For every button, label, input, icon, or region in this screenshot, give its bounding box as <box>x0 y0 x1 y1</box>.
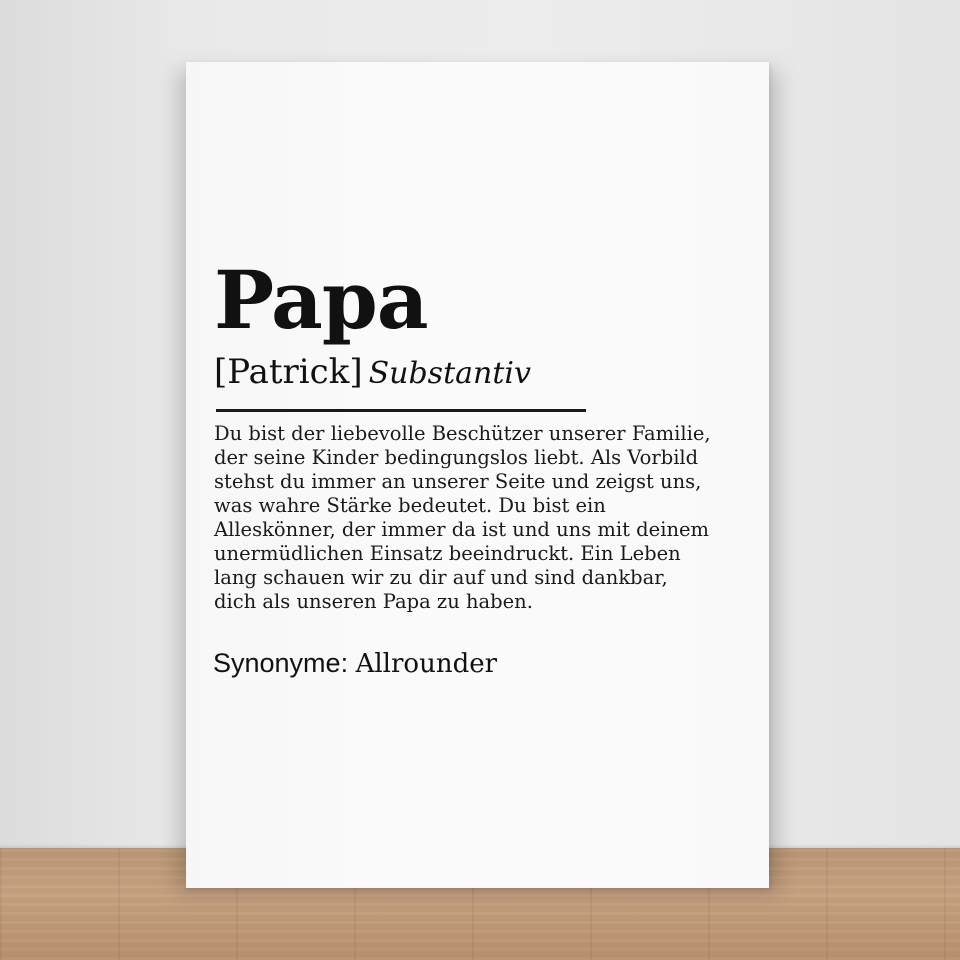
definition-line: Alleskönner, der immer da ist und uns mit deinem <box>214 518 710 541</box>
definition-line: was wahre Stärke bedeutet. Du bist ein <box>214 494 606 517</box>
poster-part-of-speech: Substantiv <box>368 356 531 391</box>
poster-subtitle <box>214 352 531 392</box>
definition-line: Du bist der liebevolle Beschützer unserer Familie, <box>214 422 711 445</box>
definition-line: der seine Kinder bedingungslos liebt. Als Vorbild <box>214 446 699 469</box>
synonyms-label: Synonyme: <box>213 648 349 678</box>
synonyms-value: Allrounder <box>355 649 498 679</box>
definition-line: lang schauen wir zu dir auf und sind dankbar, <box>214 566 668 589</box>
definition-line: stehst du immer an unserer Seite und zeigst uns, <box>214 470 702 493</box>
title-divider <box>216 409 586 412</box>
poster-synonyms <box>213 648 497 679</box>
definition-line: dich als unseren Papa zu haben. <box>214 590 533 613</box>
definition-line: unermüdlichen Einsatz beeindruckt. Ein Leben <box>214 542 681 565</box>
poster-canvas <box>186 62 769 888</box>
poster-title: Papa <box>214 253 428 347</box>
poster-name: [Patrick] <box>214 352 363 392</box>
poster-definition <box>214 422 764 614</box>
